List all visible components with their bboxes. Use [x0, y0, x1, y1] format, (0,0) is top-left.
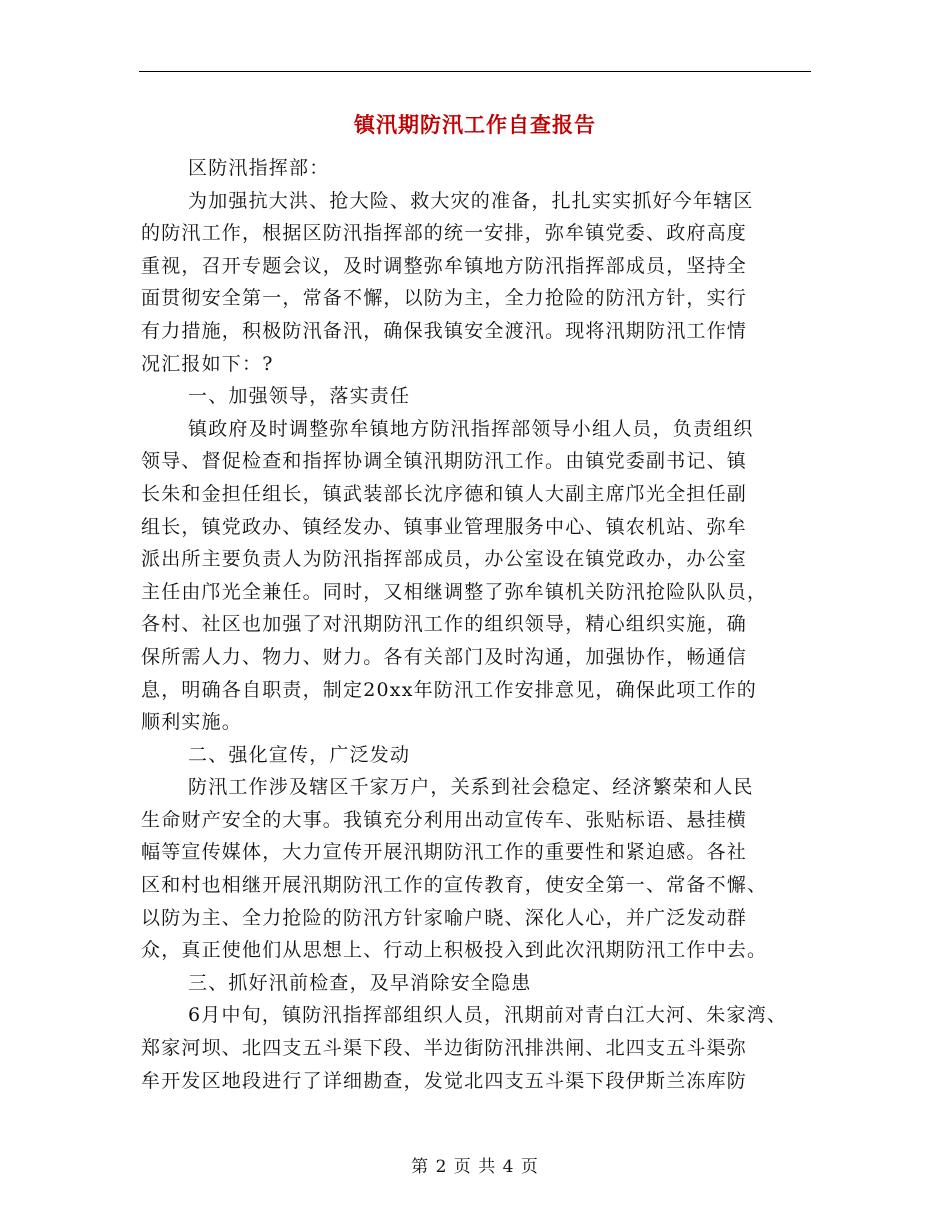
document-title: 镇汛期防汛工作自查报告 [354, 112, 596, 137]
text-line: 为加强抗大洪、抢大险、救大灾的准备，扎扎实实抓好今年辖区 [188, 189, 754, 212]
text-line: 长朱和金担任组长，镇武装部长沈序德和镇人大副主席邝光全担任副 [141, 482, 748, 505]
text-line: 区防汛指挥部： [188, 157, 330, 179]
header-rule [139, 71, 811, 72]
text-line: 领导、督促检查和指挥协调全镇汛期防汛工作。由镇党委副书记、镇 [141, 450, 748, 473]
text-line: 各村、社区也加强了对汛期防汛工作的组织领导，精心组织实施，确 [141, 613, 748, 636]
text-line: 主任由邝光全兼任。同时，又相继调整了弥牟镇机关防汛抢险队队员， [141, 580, 768, 603]
text-line: 幅等宣传媒体，大力宣传开展汛期防汛工作的重要性和紧迫感。各社 [141, 841, 748, 864]
text-line: 牟开发区地段进行了详细勘查，发觉北四支五斗渠下段伊斯兰冻库防 [141, 1069, 748, 1092]
text-line: 众，真正使他们从思想上、行动上积极投入到此次汛期防汛工作中去。 [141, 939, 768, 962]
text-line: 派出所主要负责人为防汛指挥部成员，办公室设在镇党政办，办公室 [141, 548, 748, 571]
text-line: 有力措施，积极防汛备汛，确保我镇安全渡汛。现将汛期防汛工作情 [141, 319, 748, 342]
text-line: 生命财产安全的大事。我镇充分利用出动宣传车、张贴标语、悬挂横 [141, 808, 748, 831]
text-line: 保所需人力、物力、财力。各有关部门及时沟通，加强协作，畅通信 [141, 645, 748, 668]
text-line: 郑家河坝、北四支五斗渠下段、半边街防汛排洪闸、北四支五斗渠弥 [141, 1037, 748, 1060]
text-line: 顺利实施。 [141, 711, 243, 734]
text-line: 镇政府及时调整弥牟镇地方防汛指挥部领导小组人员，负责组织 [188, 417, 754, 440]
text-line: 以防为主、全力抢险的防汛方针家喻户晓、深化人心，并广泛发动群 [141, 906, 748, 929]
text-line: 况汇报如下：? [141, 352, 274, 375]
text-line: 组长，镇党政办、镇经发办、镇事业管理服务中心、镇农机站、弥牟 [141, 515, 748, 538]
text-line: 三、抓好汛前检查，及早消除安全隐患 [188, 971, 532, 994]
text-line: 面贯彻安全第一，常备不懈，以防为主，全力抢险的防汛方针，实行 [141, 287, 748, 310]
document-body [141, 152, 813, 1097]
text-line: 区和村也相继开展汛期防汛工作的宣传教育，使安全第一、常备不懈、 [141, 874, 768, 897]
text-line: 的防汛工作，根据区防汛指挥部的统一安排，弥牟镇党委、政府高度 [141, 222, 748, 245]
text-line: 重视，召开专题会议，及时调整弥牟镇地方防汛指挥部成员，坚持全 [141, 254, 748, 277]
text-line: 6月中旬，镇防汛指挥部组织人员，汛期前对青白江大河、朱家湾、 [188, 1004, 788, 1027]
page-footer: 第 2 页 共 4 页 [411, 1157, 539, 1177]
text-line: 一、加强领导，落实责任 [188, 385, 411, 408]
text-line: 防汛工作涉及辖区千家万户，关系到社会稳定、经济繁荣和人民 [188, 776, 754, 799]
text-line: 二、强化宣传，广泛发动 [188, 743, 411, 766]
text-line: 息，明确各自职责，制定20xx年防汛工作安排意见，确保此项工作的 [141, 678, 758, 701]
